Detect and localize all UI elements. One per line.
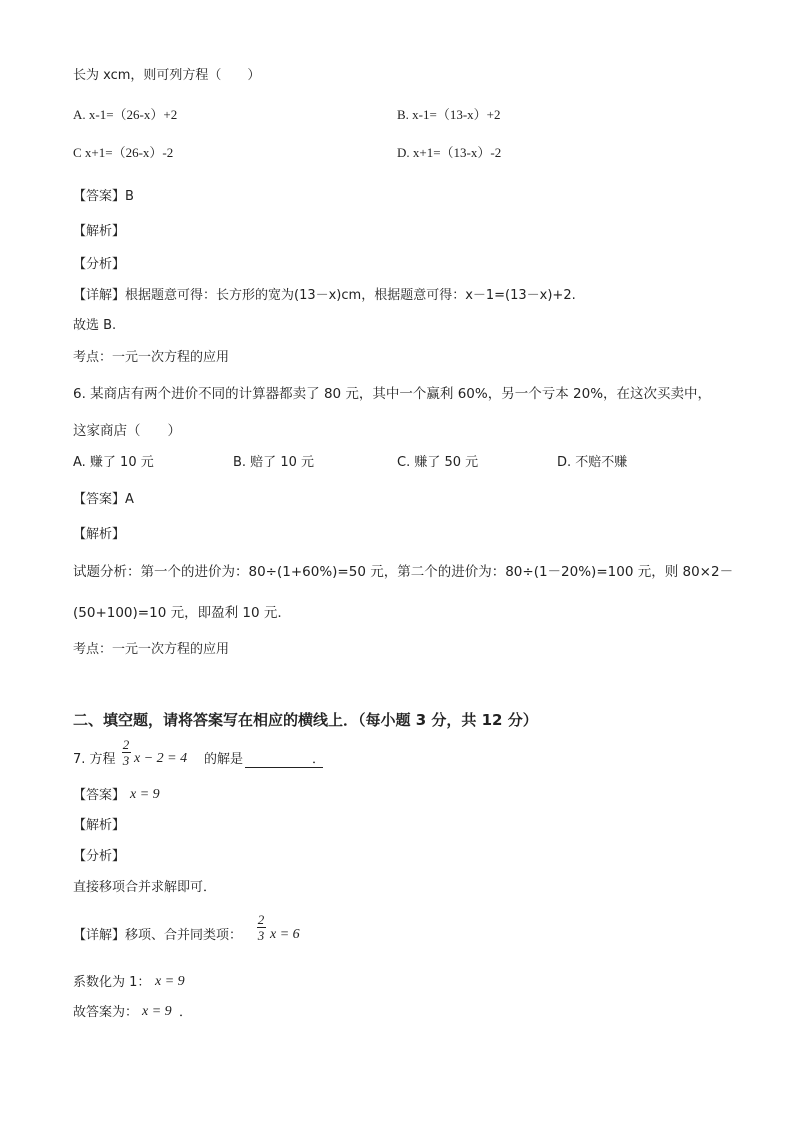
q5-option-d: D. x+1=（13-x）-2: [397, 145, 502, 160]
q7-answer-value: x = 9: [130, 787, 160, 802]
q6-option-a: A. 赚了 10 元: [73, 455, 154, 470]
q5-stem-tail: 长为 xcm，则可列方程（ ）: [73, 68, 261, 83]
q7-coef-value: x = 9: [155, 974, 185, 989]
q7-detail-denominator: 3: [257, 928, 265, 943]
q7-fenxi-text: 直接移项合并求解即可．: [73, 880, 217, 895]
q6-analysis-line1: 试题分析：第一个的进价为：80÷(1+60%)=50 元，第二个的进价为：80÷(1－20%)=100 元，则 80×2－: [73, 564, 734, 580]
q7-final-label: 故答案为：: [73, 1005, 139, 1020]
q7-fraction-numerator: 2: [122, 737, 130, 752]
q6-analysis-heading: 【解析】: [73, 527, 126, 542]
q7-final-end: ．: [179, 1005, 193, 1020]
q6-topic: 考点：一元一次方程的应用: [73, 642, 230, 657]
q7-fraction-denominator: 3: [122, 753, 130, 768]
q7-equation: x − 2 = 4: [134, 751, 188, 766]
q6-option-b: B. 赔了 10 元: [233, 455, 314, 470]
q5-option-a: A. x-1=（26-x）+2: [73, 107, 178, 122]
q5-choose: 故选 B.: [73, 318, 117, 333]
q7-detail-label: 【详解】移项、合并同类项：: [73, 928, 243, 943]
q6-option-d: D. 不赔不赚: [557, 455, 628, 470]
q6-option-c: C. 赚了 50 元: [397, 455, 479, 470]
q6-stem-line2: 这家商店（ ）: [73, 423, 181, 439]
q5-analysis-heading: 【解析】: [73, 224, 126, 239]
q5-topic: 考点：一元一次方程的应用: [73, 350, 230, 365]
q7-fenxi-heading: 【分析】: [73, 849, 126, 864]
section-2-title: 二、填空题，请将答案写在相应的横线上．（每小题 3 分，共 12 分）: [73, 711, 538, 729]
q7-coef-label: 系数化为 1：: [73, 975, 151, 990]
q7-analysis-heading: 【解析】: [73, 818, 126, 833]
q7-end: ．: [312, 752, 326, 767]
q7-prefix: 7. 方程: [73, 752, 116, 767]
q6-answer: 【答案】A: [73, 492, 134, 507]
q7-suffix-group: [204, 752, 326, 768]
q7-suffix: 的解是: [204, 752, 244, 767]
q7-final-value: x = 9: [142, 1004, 172, 1019]
q5-option-b: B. x-1=（13-x）+2: [397, 107, 501, 122]
q6-analysis-line2: (50+100)=10 元，即盈利 10 元.: [73, 605, 282, 621]
q7-detail-equation: x = 6: [270, 927, 300, 942]
q5-fenxi-heading: 【分析】: [73, 257, 126, 272]
q5-answer: 【答案】B: [73, 189, 134, 204]
q7-answer-label: 【答案】: [73, 788, 126, 803]
q5-detail: 【详解】根据题意可得：长方形的宽为(13－x)cm，根据题意可得：x－1=(13－x)+2.: [73, 288, 576, 303]
q5-option-c: C x+1=（26-x）-2: [73, 145, 174, 160]
q6-stem-line1: 6. 某商店有两个进价不同的计算器都卖了 80 元，其中一个赢利 60%，另一个亏本 20%，在这次买卖中，: [73, 386, 712, 402]
q7-detail-numerator: 2: [257, 912, 265, 927]
